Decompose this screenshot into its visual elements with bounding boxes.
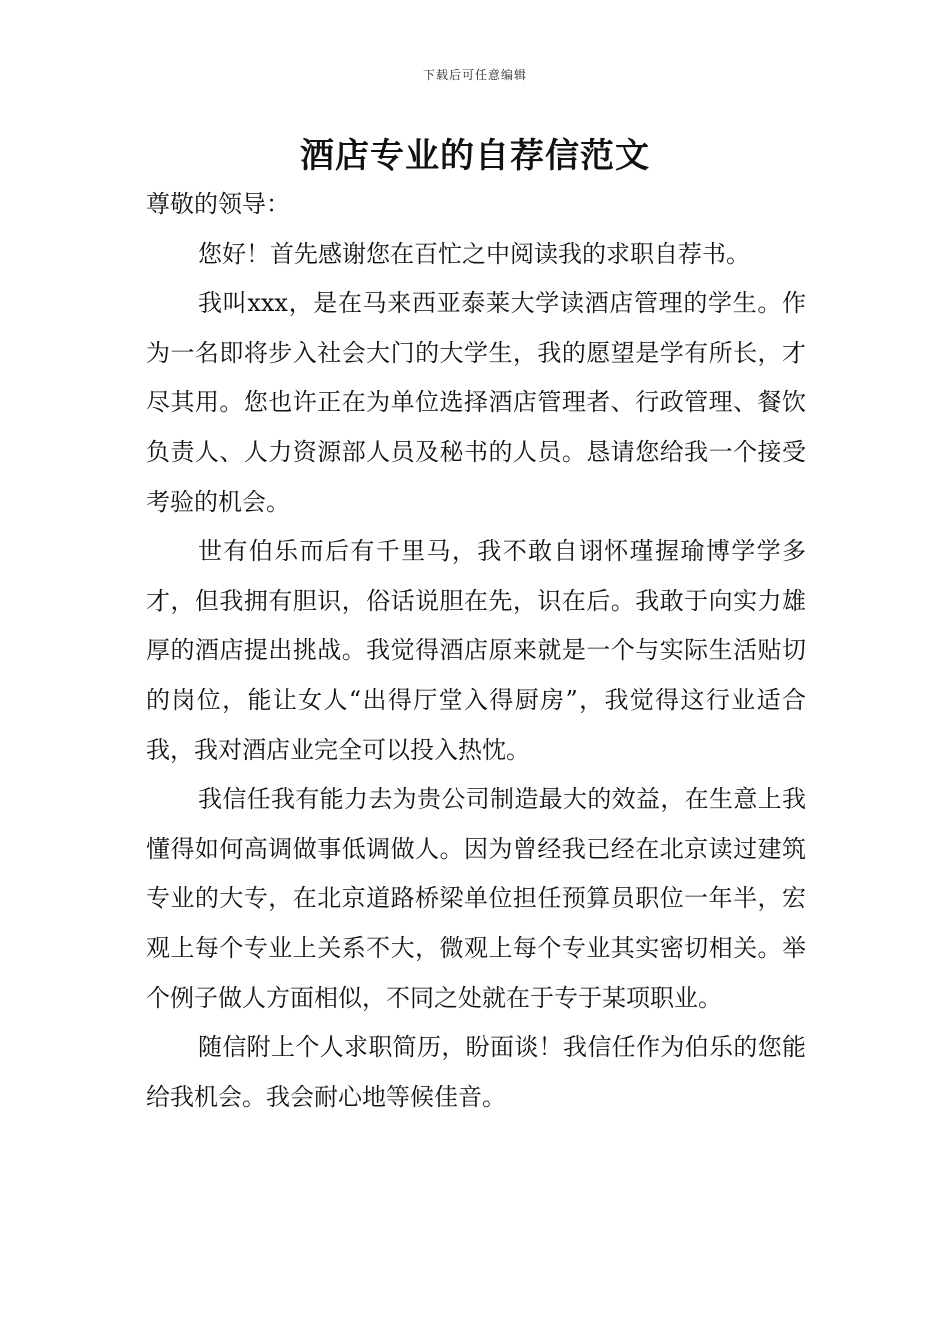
paragraph-motivation: 世有伯乐而后有千里马，我不敢自诩怀瑾握瑜博学学多才，但我拥有胆识，俗话说胆在先，识在后。我敢于向实力雄厚的酒店提出挑战。我觉得酒店原来就是一个与实际生活贴切的岗位，能让女人“出得厅堂入得厨房”，我觉得这行业适合我，我对酒店业完全可以投入热忱。 (146, 537, 806, 764)
paragraph-greeting: 您好！首先感谢您在百忙之中阅读我的求职自荐书。 (198, 239, 750, 268)
letter-body (146, 180, 806, 1122)
paragraph-closing: 随信附上个人求职简历，盼面谈！我信任作为伯乐的您能给我机会。我会耐心地等候佳音。 (146, 1033, 806, 1111)
page-title: 酒店专业的自荐信范文 (300, 136, 650, 176)
header-note: 下载后可任意编辑 (422, 68, 527, 82)
paragraph-introduction: 我叫xxx，是在马来西亚泰莱大学读酒店管理的学生。作为一名即将步入社会大门的大学生，我的愿望是学有所长，才尽其用。您也许正在为单位选择酒店管理者、行政管理、餐饮负责人、人力资源部人员及秘书的人员。恳请您给我一个接受考验的机会。 (146, 289, 806, 516)
paragraph-experience: 我信任我有能力去为贵公司制造最大的效益，在生意上我懂得如何高调做事低调做人。因为曾经我已经在北京读过建筑专业的大专，在北京道路桥梁单位担任预算员职位一年半，宏观上每个专业上关系不大，微观上每个专业其实密切相关。举个例子做人方面相似，不同之处就在于专于某项职业。 (146, 785, 806, 1012)
salutation: 尊敬的领导： (146, 190, 290, 218)
